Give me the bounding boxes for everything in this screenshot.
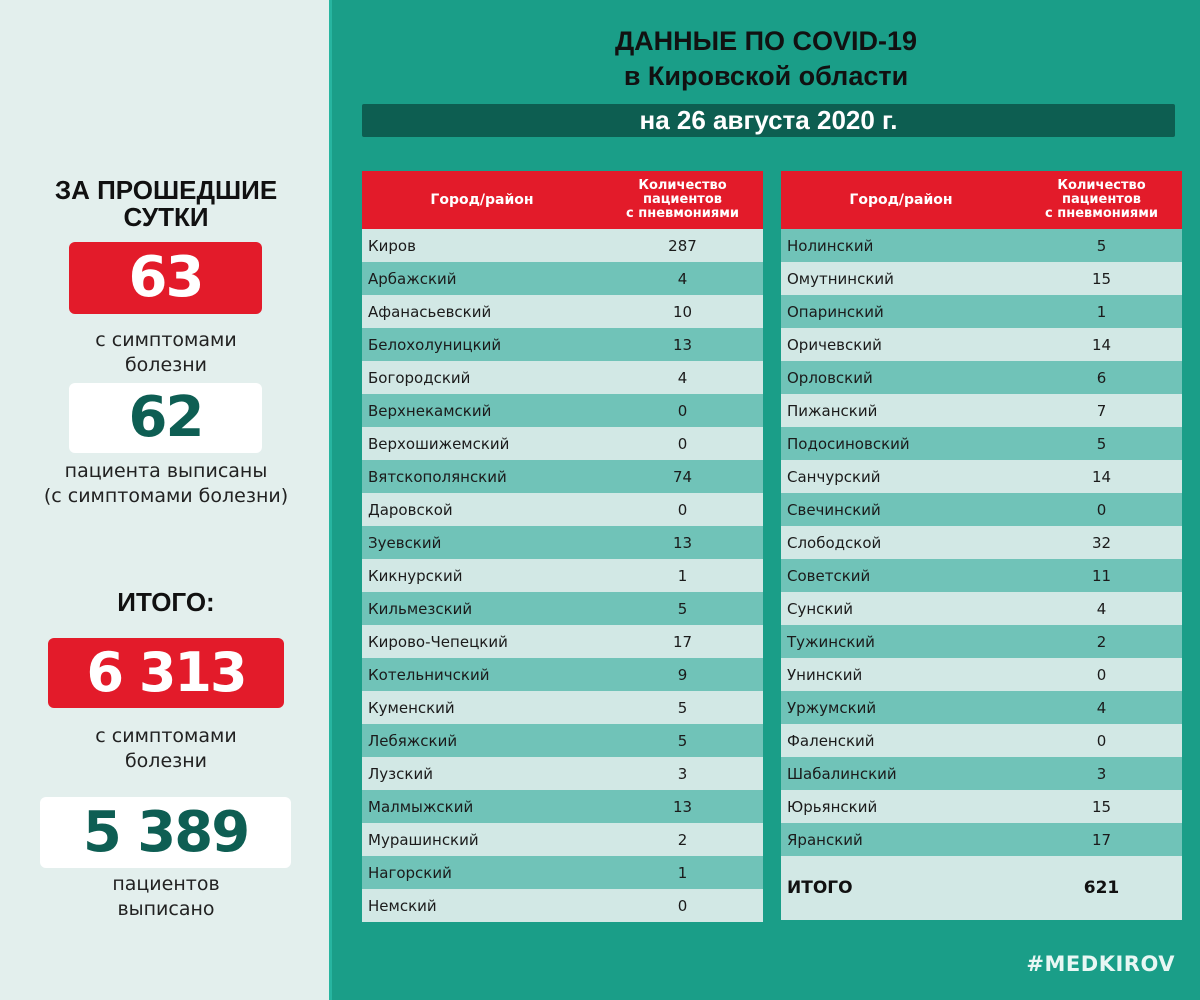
- pneumonia-count: 0: [1021, 724, 1182, 757]
- district-name: Свечинский: [781, 493, 1021, 526]
- pneumonia-count: 1: [602, 559, 763, 592]
- pneumonia-count: 74: [602, 460, 763, 493]
- total-discharged-badge: 5 389: [40, 797, 291, 868]
- pneumonia-count: 0: [602, 427, 763, 460]
- table-row: [362, 559, 763, 592]
- column-header-name: Город/район: [781, 171, 1021, 229]
- column-header-count-line1: Количество: [638, 178, 727, 193]
- district-name: Котельничский: [362, 658, 602, 691]
- district-name: Даровской: [362, 493, 602, 526]
- table-row: [362, 262, 763, 295]
- district-name: Кирово-Чепецкий: [362, 625, 602, 658]
- pneumonia-count: 2: [1021, 625, 1182, 658]
- pneumonia-count: 5: [1021, 427, 1182, 460]
- districts-table-left-body: [362, 229, 763, 922]
- daily-cases-caption-line2: болезни: [124, 354, 208, 376]
- daily-discharged-caption-line1: пациента выписаны: [64, 460, 268, 482]
- column-header-count-line2: пациентов: [643, 192, 722, 207]
- table-row: [781, 361, 1182, 394]
- district-name: Белохолуницкий: [362, 328, 602, 361]
- district-name: Шабалинский: [781, 757, 1021, 790]
- daily-cases-caption-line1: с симптомами: [95, 329, 237, 351]
- table-row: [362, 592, 763, 625]
- table-row: [362, 295, 763, 328]
- pneumonia-count: 6: [1021, 361, 1182, 394]
- pneumonia-count: 0: [1021, 493, 1182, 526]
- column-header-name: Город/район: [362, 171, 602, 229]
- district-name: Киров: [362, 229, 602, 262]
- pneumonia-count: 2: [602, 823, 763, 856]
- daily-heading-line1: ЗА ПРОШЕДШИЕ: [54, 175, 278, 205]
- total-discharged-caption-line1: пациентов: [112, 873, 220, 895]
- table-row: [362, 625, 763, 658]
- district-name: Куменский: [362, 691, 602, 724]
- pneumonia-count: 9: [602, 658, 763, 691]
- district-name: Лебяжский: [362, 724, 602, 757]
- total-cases-badge: 6 313: [48, 638, 284, 708]
- column-header-count-line1: Количество: [1057, 178, 1146, 193]
- pneumonia-count: 3: [1021, 757, 1182, 790]
- hashtag-label: #MEDKIROV: [1026, 952, 1175, 976]
- table-row: [781, 526, 1182, 559]
- table-row: [362, 460, 763, 493]
- table-row: [781, 592, 1182, 625]
- pneumonia-count: 1: [1021, 295, 1182, 328]
- district-name: Санчурский: [781, 460, 1021, 493]
- table-row: [362, 229, 763, 262]
- pneumonia-count: 13: [602, 328, 763, 361]
- district-name: Мурашинский: [362, 823, 602, 856]
- column-header-count-line3: с пневмониями: [626, 206, 739, 221]
- table-row: [781, 229, 1182, 262]
- table-row: [781, 625, 1182, 658]
- district-name: Верхнекамский: [362, 394, 602, 427]
- column-header-count-line3: с пневмониями: [1045, 206, 1158, 221]
- page-title-line2: в Кировской области: [623, 61, 909, 91]
- table-row: [362, 361, 763, 394]
- table-row: [362, 427, 763, 460]
- district-name: Уржумский: [781, 691, 1021, 724]
- pneumonia-count: 14: [1021, 460, 1182, 493]
- total-value: 621: [1021, 856, 1182, 920]
- column-header-count-line2: пациентов: [1062, 192, 1141, 207]
- summary-panel: [0, 0, 332, 1000]
- table-row: [781, 328, 1182, 361]
- district-name: Советский: [781, 559, 1021, 592]
- table-row: [362, 823, 763, 856]
- date-banner: на 26 августа 2020 г.: [362, 104, 1175, 137]
- district-name: Зуевский: [362, 526, 602, 559]
- district-name: Унинский: [781, 658, 1021, 691]
- daily-discharged-caption-line2: (с симптомами болезни): [43, 485, 289, 507]
- districts-table-right-body: [781, 229, 1182, 856]
- total-discharged-caption-line2: выписано: [117, 898, 215, 920]
- district-name: Орловский: [781, 361, 1021, 394]
- district-name: Арбажский: [362, 262, 602, 295]
- district-name: Опаринский: [781, 295, 1021, 328]
- daily-cases-badge: 63: [69, 242, 262, 314]
- table-row: [362, 889, 763, 922]
- table-row: [362, 757, 763, 790]
- pneumonia-count: 1: [602, 856, 763, 889]
- table-row: [781, 724, 1182, 757]
- table-row: [362, 394, 763, 427]
- pneumonia-count: 15: [1021, 790, 1182, 823]
- pneumonia-count: 0: [1021, 658, 1182, 691]
- pneumonia-count: 13: [602, 790, 763, 823]
- table-row: [781, 394, 1182, 427]
- table-header-row: [362, 171, 763, 229]
- table-row: [362, 691, 763, 724]
- table-row: [362, 493, 763, 526]
- pneumonia-count: 0: [602, 394, 763, 427]
- district-name: Богородский: [362, 361, 602, 394]
- district-name: Вятскополянский: [362, 460, 602, 493]
- pneumonia-count: 7: [1021, 394, 1182, 427]
- pneumonia-count: 287: [602, 229, 763, 262]
- districts-table-left: [362, 171, 763, 922]
- table-row: [781, 427, 1182, 460]
- column-header-count: [1021, 171, 1182, 229]
- daily-discharged-badge: 62: [69, 383, 262, 453]
- pneumonia-count: 5: [1021, 229, 1182, 262]
- total-label: ИТОГО: [781, 856, 1021, 920]
- pneumonia-count: 11: [1021, 559, 1182, 592]
- total-cases-caption-line2: болезни: [124, 750, 208, 772]
- pneumonia-count: 5: [602, 691, 763, 724]
- table-row: [781, 790, 1182, 823]
- districts-table-right: [781, 171, 1182, 920]
- table-row: [781, 262, 1182, 295]
- district-name: Немский: [362, 889, 602, 922]
- district-name: Пижанский: [781, 394, 1021, 427]
- district-name: Верхошижемский: [362, 427, 602, 460]
- table-row: [781, 691, 1182, 724]
- pneumonia-count: 14: [1021, 328, 1182, 361]
- pneumonia-count: 4: [1021, 592, 1182, 625]
- pneumonia-count: 15: [1021, 262, 1182, 295]
- pneumonia-count: 17: [602, 625, 763, 658]
- table-row: [362, 856, 763, 889]
- district-name: Омутнинский: [781, 262, 1021, 295]
- district-name: Оричевский: [781, 328, 1021, 361]
- district-name: Нолинский: [781, 229, 1021, 262]
- table-row: [781, 823, 1182, 856]
- pneumonia-count: 3: [602, 757, 763, 790]
- district-name: Лузский: [362, 757, 602, 790]
- table-row: [781, 658, 1182, 691]
- pneumonia-count: 13: [602, 526, 763, 559]
- district-name: Тужинский: [781, 625, 1021, 658]
- pneumonia-count: 0: [602, 889, 763, 922]
- district-name: Слободской: [781, 526, 1021, 559]
- table-row: [781, 757, 1182, 790]
- table-row: [362, 790, 763, 823]
- pneumonia-count: 4: [602, 262, 763, 295]
- district-name: Яранский: [781, 823, 1021, 856]
- table-row: [362, 526, 763, 559]
- column-header-count: [602, 171, 763, 229]
- district-name: Юрьянский: [781, 790, 1021, 823]
- main-panel: [332, 0, 1200, 1000]
- total-cases-caption-line1: с симптомами: [95, 725, 237, 747]
- table-row: [362, 328, 763, 361]
- table-row: [362, 724, 763, 757]
- pneumonia-count: 10: [602, 295, 763, 328]
- table-row: [781, 493, 1182, 526]
- pneumonia-count: 5: [602, 592, 763, 625]
- total-heading: ИТОГО:: [117, 587, 215, 617]
- table-row: [781, 295, 1182, 328]
- pneumonia-count: 32: [1021, 526, 1182, 559]
- page-title-line1: ДАННЫЕ ПО COVID-19: [614, 26, 918, 56]
- district-name: Афанасьевский: [362, 295, 602, 328]
- district-name: Сунский: [781, 592, 1021, 625]
- total-row: [781, 856, 1182, 920]
- pneumonia-count: 5: [602, 724, 763, 757]
- district-name: Подосиновский: [781, 427, 1021, 460]
- pneumonia-count: 4: [1021, 691, 1182, 724]
- table-row: [781, 460, 1182, 493]
- pneumonia-count: 4: [602, 361, 763, 394]
- table-row: [781, 559, 1182, 592]
- district-name: Малмыжский: [362, 790, 602, 823]
- pneumonia-count: 17: [1021, 823, 1182, 856]
- district-name: Нагорский: [362, 856, 602, 889]
- district-name: Кильмезский: [362, 592, 602, 625]
- table-header-row: [781, 171, 1182, 229]
- pneumonia-count: 0: [602, 493, 763, 526]
- district-name: Фаленский: [781, 724, 1021, 757]
- daily-heading-line2: СУТКИ: [123, 202, 209, 232]
- table-row: [362, 658, 763, 691]
- district-name: Кикнурский: [362, 559, 602, 592]
